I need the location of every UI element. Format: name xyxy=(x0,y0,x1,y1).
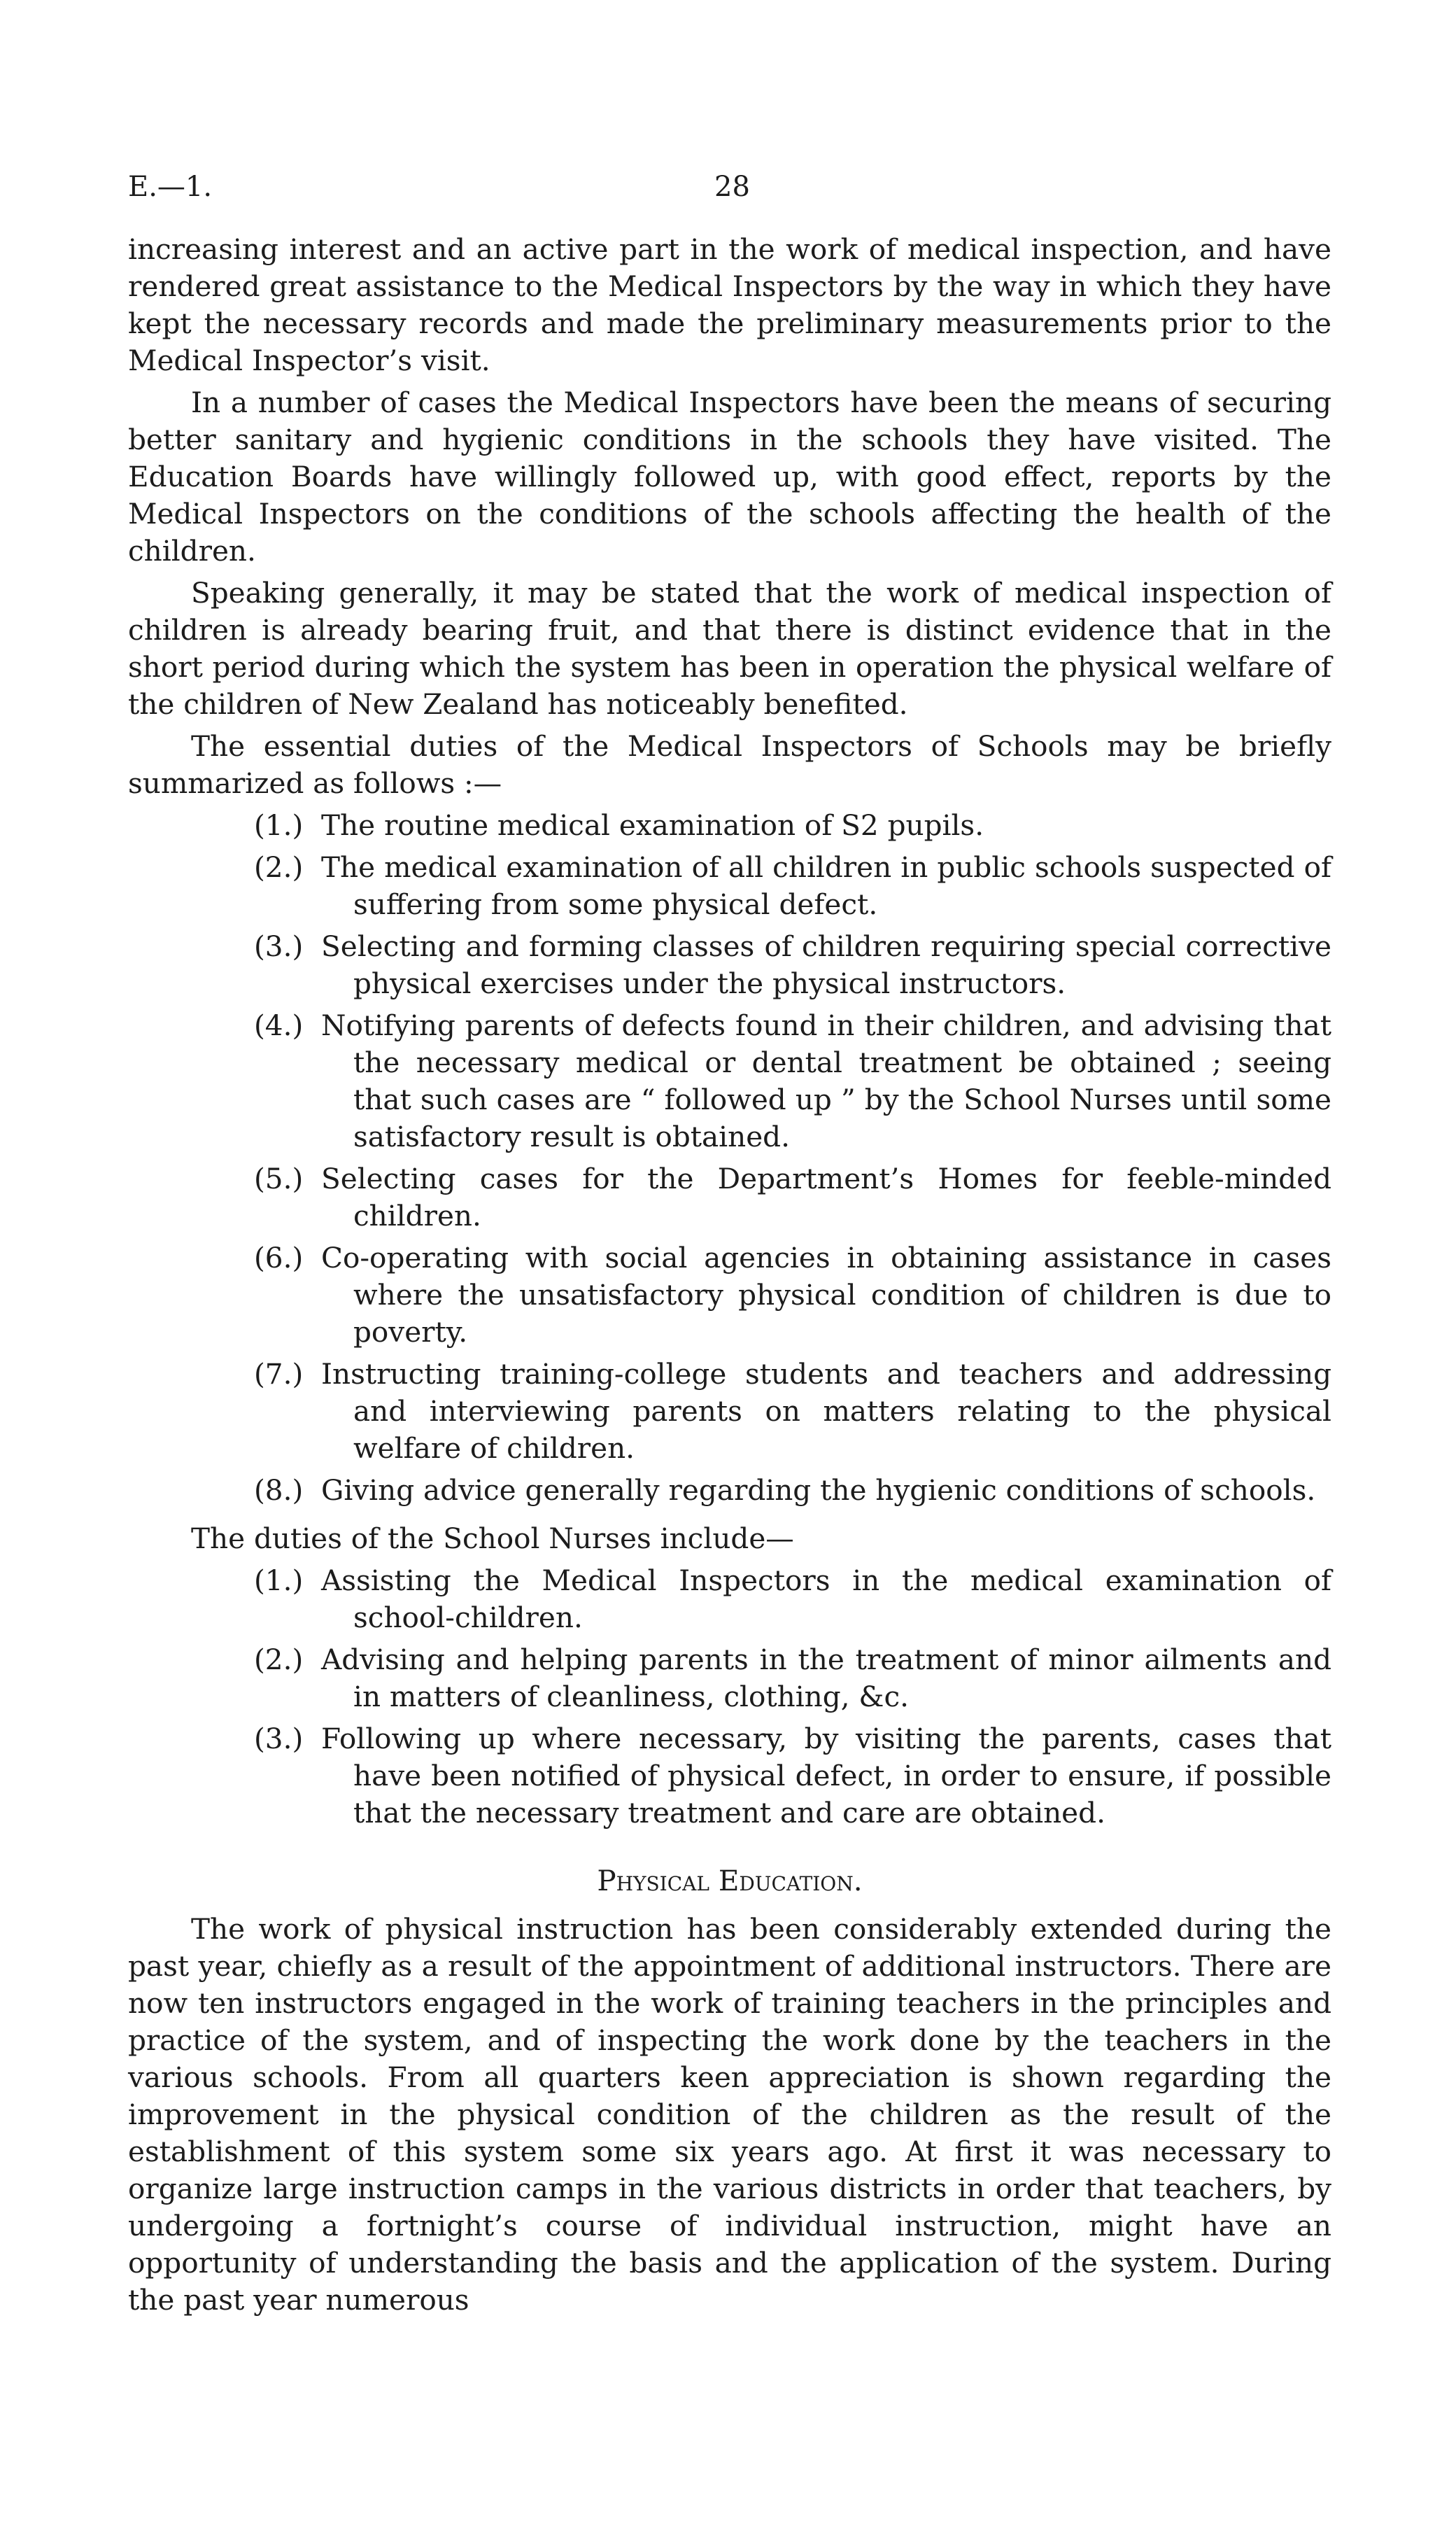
list-item xyxy=(128,1641,1331,1715)
list-item xyxy=(128,1356,1331,1467)
list-item-text: The medical examination of all children in public schools suspected of suffering from some physical defect. xyxy=(321,850,1331,921)
list-item xyxy=(128,1472,1331,1509)
list-item-text: Assisting the Medical Inspectors in the medical examination of school-children. xyxy=(321,1564,1331,1634)
list-item xyxy=(128,1720,1331,1832)
list-item-text: Notifying parents of defects found in their children, and advising that the necessary medical or dental treatment be obtained ; seeing that such cases are “ followed up ” by the School Nurses until some satisfactory result is obtained. xyxy=(321,1009,1331,1153)
list-item xyxy=(128,1562,1331,1636)
list-item-text: The routine medical examination of S2 pupils. xyxy=(321,808,984,842)
list-item-text: Selecting cases for the Department’s Homes for feeble-minded children. xyxy=(321,1162,1331,1233)
section-heading-text: Physical Education. xyxy=(597,1864,863,1897)
list-item-text: Instructing training-college students and teachers and addressing and interviewing parents on matters relating to the physical welfare of children. xyxy=(321,1357,1331,1465)
list-item xyxy=(128,928,1331,1002)
list-item-number: (3.) xyxy=(254,929,304,963)
list-item-number: (1.) xyxy=(254,808,304,842)
nurse-duties-list xyxy=(128,1562,1331,1832)
section-heading xyxy=(128,1862,1331,1899)
list-item-number: (6.) xyxy=(254,1241,304,1274)
list-item-number: (2.) xyxy=(254,850,304,884)
list-item-number: (3.) xyxy=(254,1722,304,1755)
paragraph-physical-education: The work of physical instruction has been considerably extended during the past year, chiefly as a result of the appointment of additional instructors. There are now ten instructors engaged in the work of training teachers in the principles and practice of the system, and of inspecting the work done by the teachers in the various schools. From all quarters keen appreciation is shown regarding the improvement in the physical condition of the children as the result of the establishment of this system some six years ago. At first it was necessary to organize large instruction camps in the various districts in order that teachers, by undergoing a fortnight’s course of individual instruction, might have an opportunity of understanding the basis and the application of the system. During the past year numerous xyxy=(128,1912,1331,2317)
page-header xyxy=(128,171,1331,213)
body-text xyxy=(128,231,1331,2324)
list-item-number: (2.) xyxy=(254,1643,304,1676)
page-number: 28 xyxy=(714,171,750,203)
list-item-text: Co-operating with social agencies in obtaining assistance in cases where the unsatisfactory physical condition of children is due to poverty. xyxy=(321,1241,1331,1349)
list-item xyxy=(128,807,1331,844)
paragraph-continuation: increasing interest and an active part in the work of medical inspection, and have rendered great assistance to the Medical Inspectors by the way in which they have kept the necessary records and made the preliminary measurements prior to the Medical Inspector’s visit. xyxy=(128,232,1331,377)
list-item xyxy=(128,1007,1331,1156)
list-item-text: Giving advice generally regarding the hygienic conditions of schools. xyxy=(321,1473,1316,1507)
list-item-number: (4.) xyxy=(254,1009,304,1042)
list-item-number: (5.) xyxy=(254,1162,304,1195)
document-reference: E.—1. xyxy=(128,171,213,203)
inspector-duties-list xyxy=(128,807,1331,1509)
paragraph-duties-intro: The essential duties of the Medical Inspectors of Schools may be briefly summarized as follows :— xyxy=(128,729,1331,800)
list-item-number: (1.) xyxy=(254,1564,304,1597)
list-item-number: (7.) xyxy=(254,1357,304,1391)
list-item xyxy=(128,849,1331,923)
list-item xyxy=(128,1240,1331,1351)
list-item-number: (8.) xyxy=(254,1473,304,1507)
list-item xyxy=(128,1160,1331,1235)
list-item-text: Selecting and forming classes of children requiring special corrective physical exercises under the physical instructors. xyxy=(321,929,1331,1000)
list-item-text: Following up where necessary, by visiting the parents, cases that have been notified of physical defect, in order to ensure, if possible that the necessary treatment and care are obtained. xyxy=(321,1722,1331,1830)
list-item-text: Advising and helping parents in the treatment of minor ailments and in matters of cleanliness, clothing, &c. xyxy=(321,1643,1331,1713)
paragraph-bearing-fruit: Speaking generally, it may be stated that the work of medical inspection of children is already bearing fruit, and that there is distinct evidence that in the short period during which the system has been in operation the physical welfare of the children of New Zealand has noticeably benefited. xyxy=(128,576,1331,721)
nurses-duties-intro: The duties of the School Nurses include— xyxy=(191,1522,794,1555)
paragraph-sanitary-conditions: In a number of cases the Medical Inspectors have been the means of securing better sanitary and hygienic conditions in the schools they have visited. The Education Boards have willingly followed up, with good effect, reports by the Medical Inspectors on the conditions of the schools affecting the health of the children. xyxy=(128,386,1331,568)
